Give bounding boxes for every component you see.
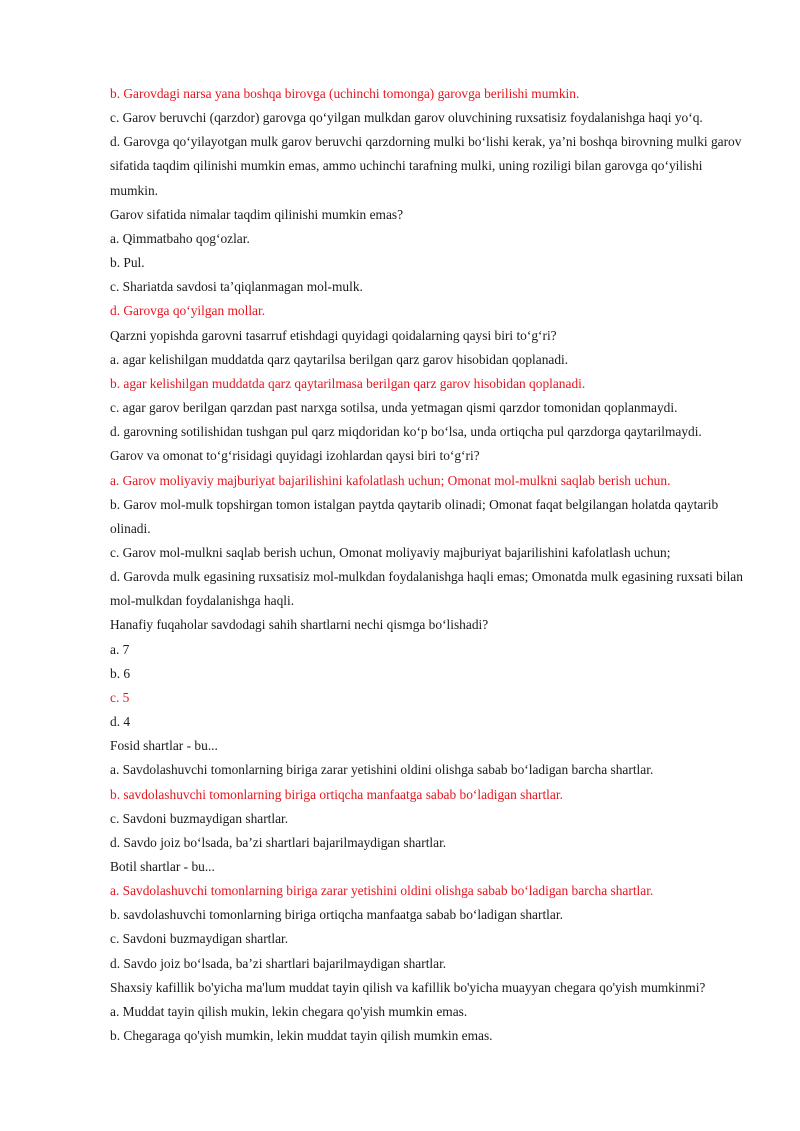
answer-option-c: c. Shariatda savdosi ta’qiqlanmagan mol-mulk.: [110, 279, 363, 295]
answer-option-b: b. Garov mol-mulk topshirgan tomon istalgan paytda qaytarib olinadi; Omonat faqat belgilangan holatda qaytarib olinadi.: [110, 496, 719, 536]
answer-option-c: c. Garov beruvchi (qarzdor) garovga qoʻyilgan mulkdan garov oluvchining ruxsatisiz foydalanishga haqi yoʻq.: [110, 110, 703, 126]
answer-option-a: a. agar kelishilgan muddatda qarz qaytarilsa berilgan qarz garov hisobidan qoplanadi.: [110, 351, 569, 367]
answer-option-b: b. agar kelishilgan muddatda qarz qaytarilmasa berilgan qarz garov hisobidan qoplanadi.: [110, 375, 586, 391]
question-text: Fosid shartlar - bu...: [110, 738, 218, 754]
question-text: Qarzni yopishda garovni tasarruf etishdagi quyidagi qoidalarning qaysi biri toʻgʻri?: [110, 327, 557, 343]
answer-option-a: a. Muddat tayin qilish mukin, lekin chegara qo'yish mumkin emas.: [110, 1003, 468, 1019]
answer-option-c: c. Savdoni buzmaydigan shartlar.: [110, 931, 289, 947]
answer-option-c: c. 5: [110, 689, 130, 705]
answer-option-d: d. Garovga qoʻyilgan mollar.: [110, 303, 266, 319]
answer-option-d: d. Garovga qoʻyilayotgan mulk garov beruvchi qarzdorning mulki boʻlishi kerak, ya’ni boshqa birovning mulki garov sifatida taqdim qilinishi mumkin emas, ammo uchinchi tarafning mulki, uning roziligi bilan garovga qoʻyilishi mumkin.: [110, 134, 742, 198]
answer-option-d: d. 4: [110, 714, 131, 730]
answer-option-a: a. Qimmatbaho qogʻozlar.: [110, 230, 250, 246]
question-text: Hanafiy fuqaholar savdodagi sahih shartlarni nechi qismga boʻlishadi?: [110, 617, 489, 633]
answer-option-b: b. 6: [110, 665, 131, 681]
answer-option-c: c. Garov mol-mulkni saqlab berish uchun, Omonat moliyaviy majburiyat bajarilishini kafolatlash uchun;: [110, 544, 671, 560]
question-text: Botil shartlar - bu...: [110, 859, 215, 874]
answer-option-a: a. 7: [110, 641, 130, 657]
question-text: Garov va omonat toʻgʻrisidagi quyidagi izohlardan qaysi biri toʻgʻri?: [110, 448, 480, 464]
question-text: Garov sifatida nimalar taqdim qilinishi mumkin emas?: [110, 206, 404, 222]
answer-option-c: c. agar garov berilgan qarzdan past narxga sotilsa, unda yetmagan qismi qarzdor tomonidan qoplanmaydi.: [110, 400, 678, 416]
answer-option-a: a. Savdolashuvchi tomonlarning biriga zarar yetishini oldini olishga sabab boʻladigan barcha shartlar.: [110, 883, 654, 899]
answer-option-a: a. Savdolashuvchi tomonlarning biriga zarar yetishini oldini olishga sabab boʻladigan barcha shartlar.: [110, 762, 654, 778]
answer-option-c: c. Savdoni buzmaydigan shartlar.: [110, 810, 289, 826]
answer-option-d: d. garovning sotilishidan tushgan pul qarz miqdoridan koʻp boʻlsa, unda ortiqcha pul qarzdorga qaytarilmaydi.: [110, 424, 702, 440]
document-page: [110, 82, 750, 1048]
answer-option-d: d. Savdo joiz boʻlsada, ba’zi shartlari bajarilmaydigan shartlar.: [110, 834, 447, 850]
answer-option-b: b. Garovdagi narsa yana boshqa birovga (uchinchi tomonga) garovga berilishi mumkin.: [110, 86, 580, 101]
answer-option-d: d. Garovda mulk egasining ruxsatisiz mol-mulkdan foydalanishga haqli emas; Omonatda mulk egasining ruxsati bilan mol-mulkdan foydalanishga haqli.: [110, 569, 743, 609]
answer-option-b: b. savdolashuvchi tomonlarning biriga ortiqcha manfaatga sabab boʻladigan shartlar.: [110, 786, 563, 802]
answer-option-b: b. savdolashuvchi tomonlarning biriga ortiqcha manfaatga sabab boʻladigan shartlar.: [110, 907, 563, 923]
answer-option-d: d. Savdo joiz boʻlsada, ba’zi shartlari bajarilmaydigan shartlar.: [110, 955, 447, 971]
question-text: Shaxsiy kafillik bo'yicha ma'lum muddat tayin qilish va kafillik bo'yicha muayyan chegara qo'yish mumkinmi?: [110, 979, 706, 995]
answer-option-b: b. Chegaraga qo'yish mumkin, lekin muddat tayin qilish mumkin emas.: [110, 1028, 493, 1044]
answer-option-b: b. Pul.: [110, 255, 145, 271]
answer-option-a: a. Garov moliyaviy majburiyat bajarilishini kafolatlash uchun; Omonat mol-mulkni saqlab berish uchun.: [110, 472, 671, 488]
